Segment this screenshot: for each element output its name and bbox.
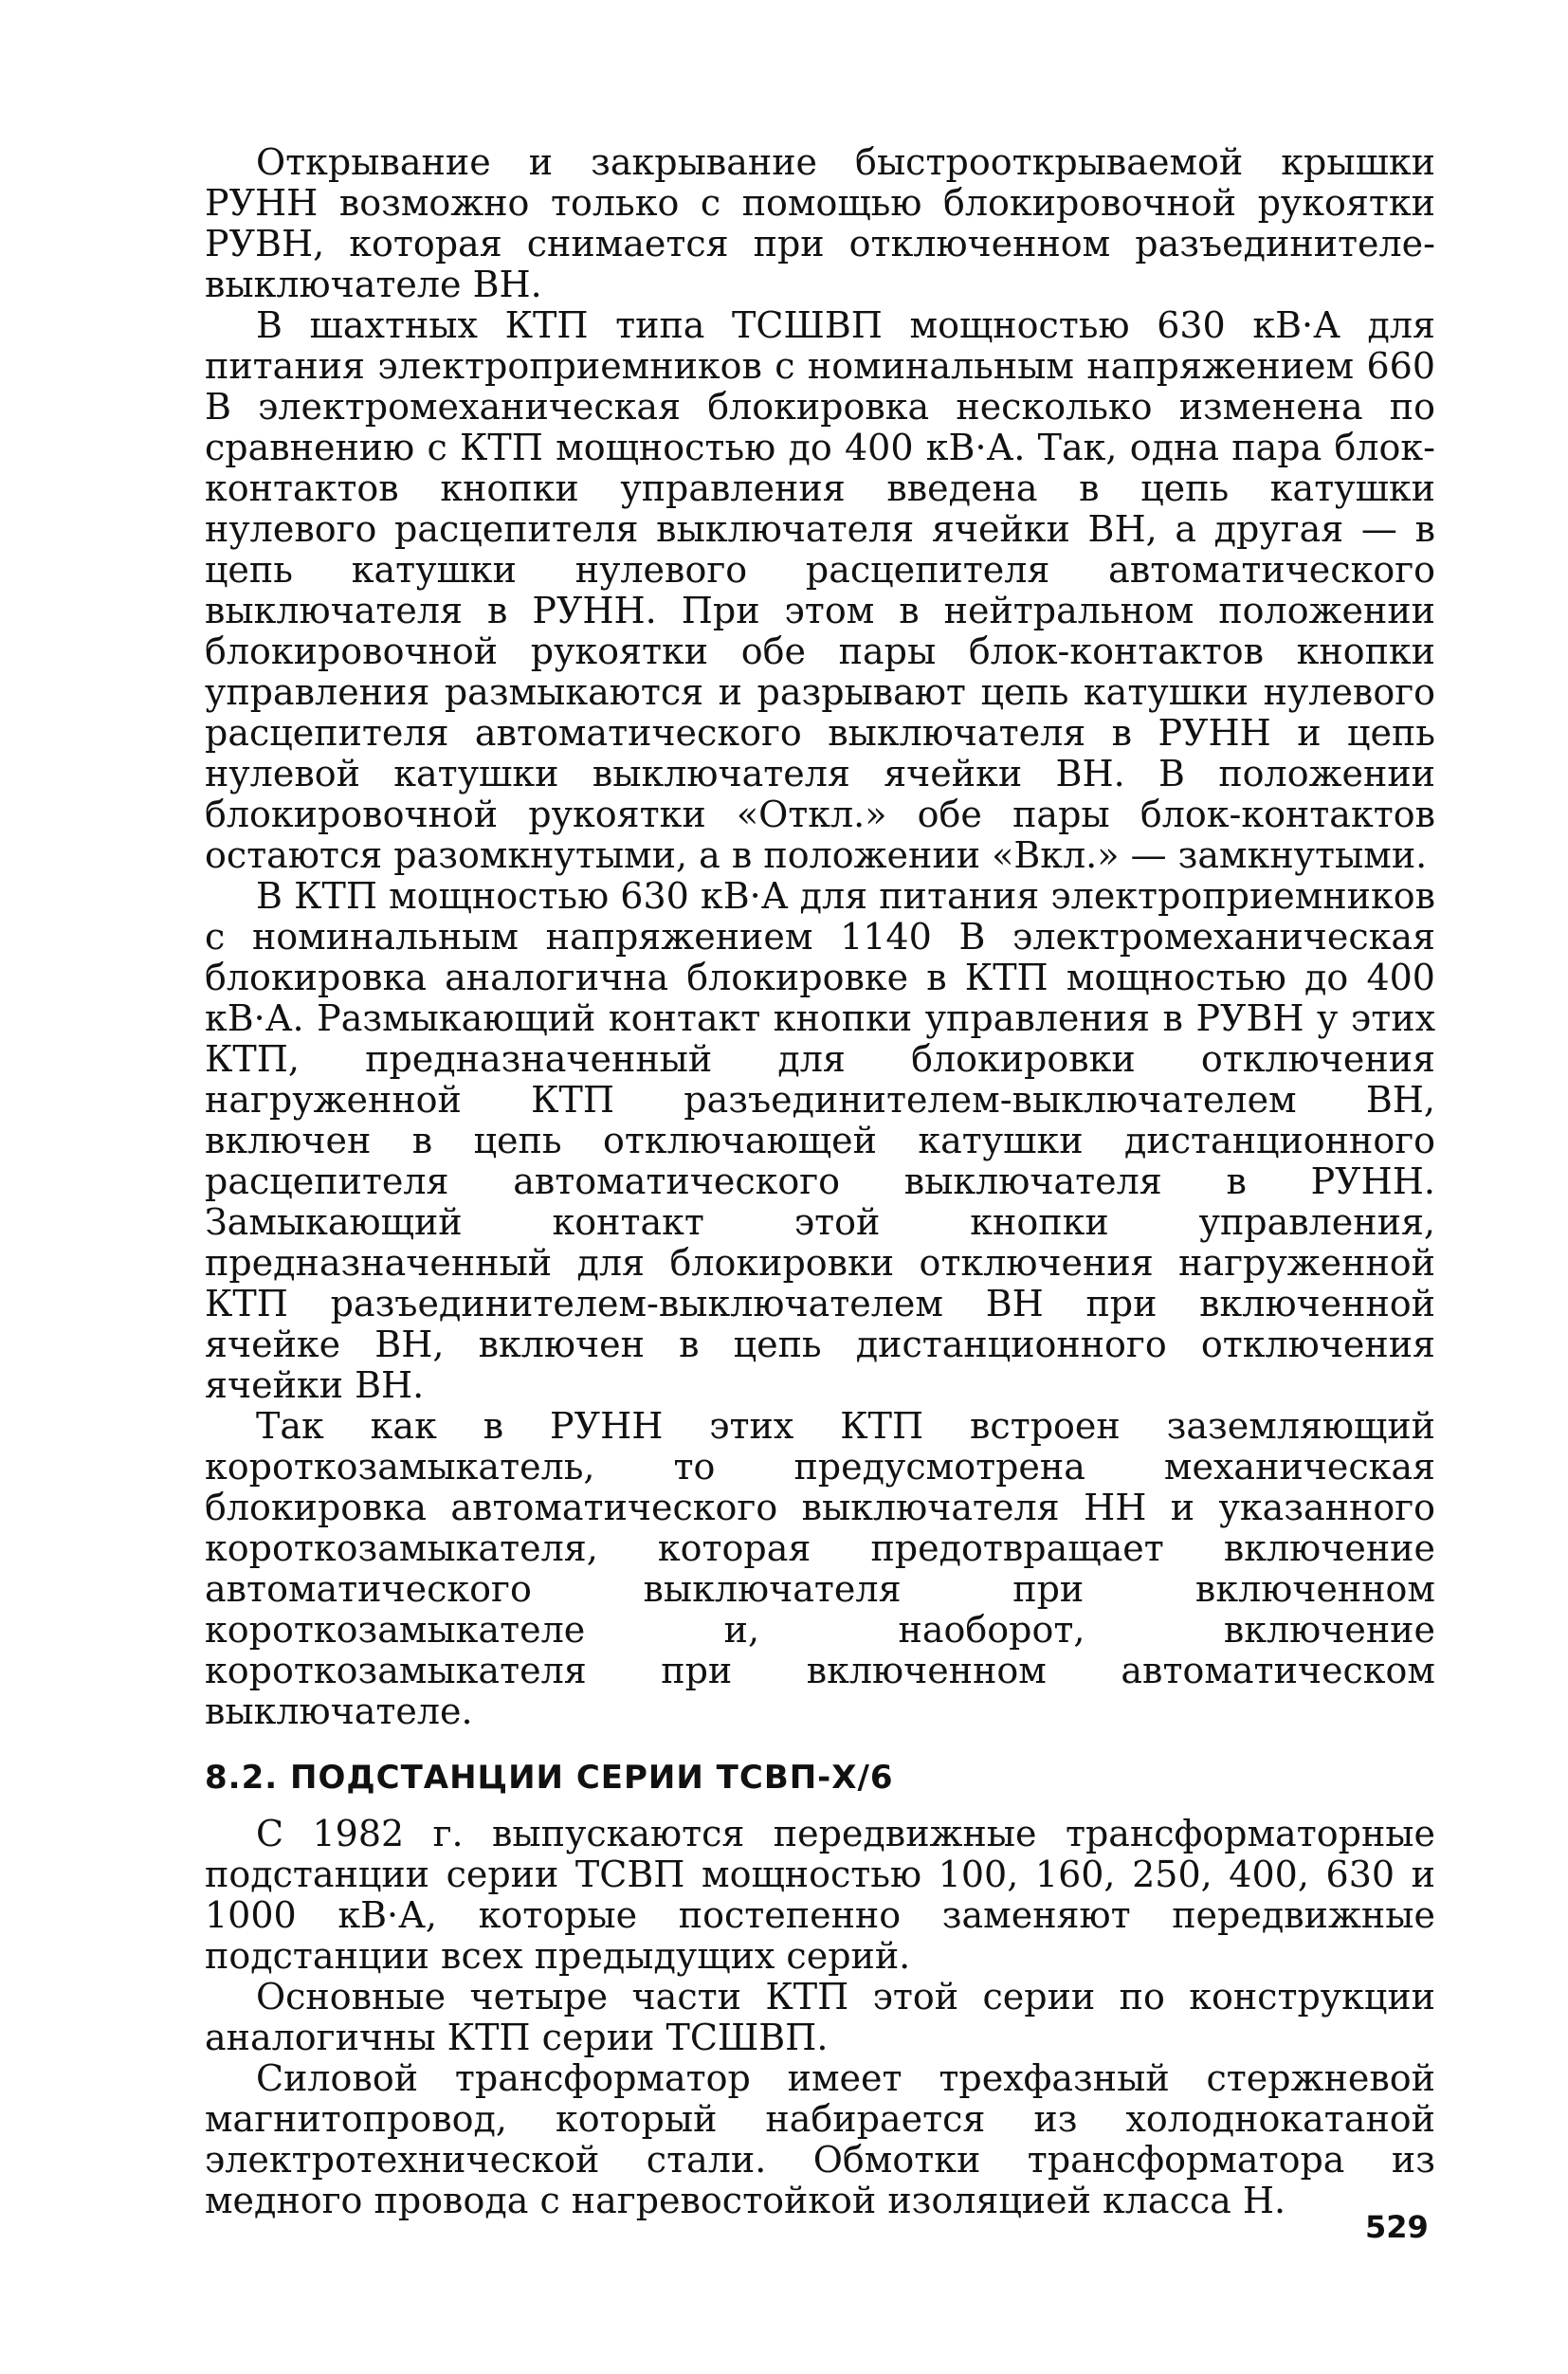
- paragraph-tsvp-parts: Основные четыре части КТП этой серии по конструкции аналогичны КТП серии ТСШВП.: [205, 1976, 1435, 2058]
- paragraph-transformer: Силовой трансформатор имеет трехфазный стержневой магнитопровод, который набирается из холоднокатаной электротехнической стали. Обмотки трансформатора из медного провода с нагревостойкой изоляцией класса Н.: [205, 2057, 1435, 2221]
- book-page: [205, 142, 1435, 2221]
- paragraph-lid-interlock: Открывание и закрывание быстрооткрываемой крышки РУНН возможно только с помощью блокировочной рукоятки РУВН, которая снимается при отключенном разъединителе-выключателе ВН.: [205, 141, 1435, 305]
- paragraph-short-circuiter: Так как в РУНН этих КТП встроен заземляющий короткозамыкатель, то предусмотрена механическая блокировка автоматического выключателя НН и указанного короткозамыкателя, которая предотвращает включение автоматического выключателя при включенном короткозамыкателе и, наоборот, включение короткозамыкателя при включенном автоматическом выключателе.: [205, 1405, 1435, 1732]
- paragraph-tsshvp-1140v: В КТП мощностью 630 кВ·А для питания электроприемников с номинальным напряжением 1140 В электромеханическая блокировка аналогична блокировке в КТП мощностью до 400 кВ·А. Размыкающий контакт кнопки управления в РУВН у этих КТП, предназначенный для блокировки отключения нагруженной КТП разъединителем-выключателем ВН, включен в цепь отключающей катушки дистанционного расцепителя автоматического выключателя в РУНН. Замыкающий контакт этой кнопки управления, предназначенный для блокировки отключения нагруженной КТП разъединителем-выключателем ВН при включенной ячейке ВН, включен в цепь дистанционного отключения ячейки ВН.: [205, 875, 1435, 1406]
- paragraph-tsvp-intro: С 1982 г. выпускаются передвижные трансформаторные подстанции серии ТСВП мощностью 100, 160, 250, 400, 630 и 1000 кВ·А, которые постепенно заменяют передвижные подстанции всех предыдущих серий.: [205, 1813, 1435, 1977]
- page-number: 529: [1365, 2209, 1429, 2245]
- section-heading: 8.2. ПОДСТАНЦИИ СЕРИИ ТСВП-Х/6: [205, 1759, 894, 1797]
- paragraph-tsshvp-660v: В шахтных КТП типа ТСШВП мощностью 630 кВ·А для питания электроприемников с номинальным напряжением 660 В электромеханическая блокировка несколько изменена по сравнению с КТП мощностью до 400 кВ·А. Так, одна пара блок-контактов кнопки управления введена в цепь катушки нулевого расцепителя выключателя ячейки ВН, а другая — в цепь катушки нулевого расцепителя автоматического выключателя в РУНН. При этом в нейтральном положении блокировочной рукоятки обе пары блок-контактов кнопки управления размыкаются и разрывают цепь катушки нулевого расцепителя автоматического выключателя в РУНН и цепь нулевой катушки выключателя ячейки ВН. В положении блокировочной рукоятки «Откл.» обе пары блок-контактов остаются разомкнутыми, а в положении «Вкл.» — замкнутыми.: [205, 304, 1435, 876]
